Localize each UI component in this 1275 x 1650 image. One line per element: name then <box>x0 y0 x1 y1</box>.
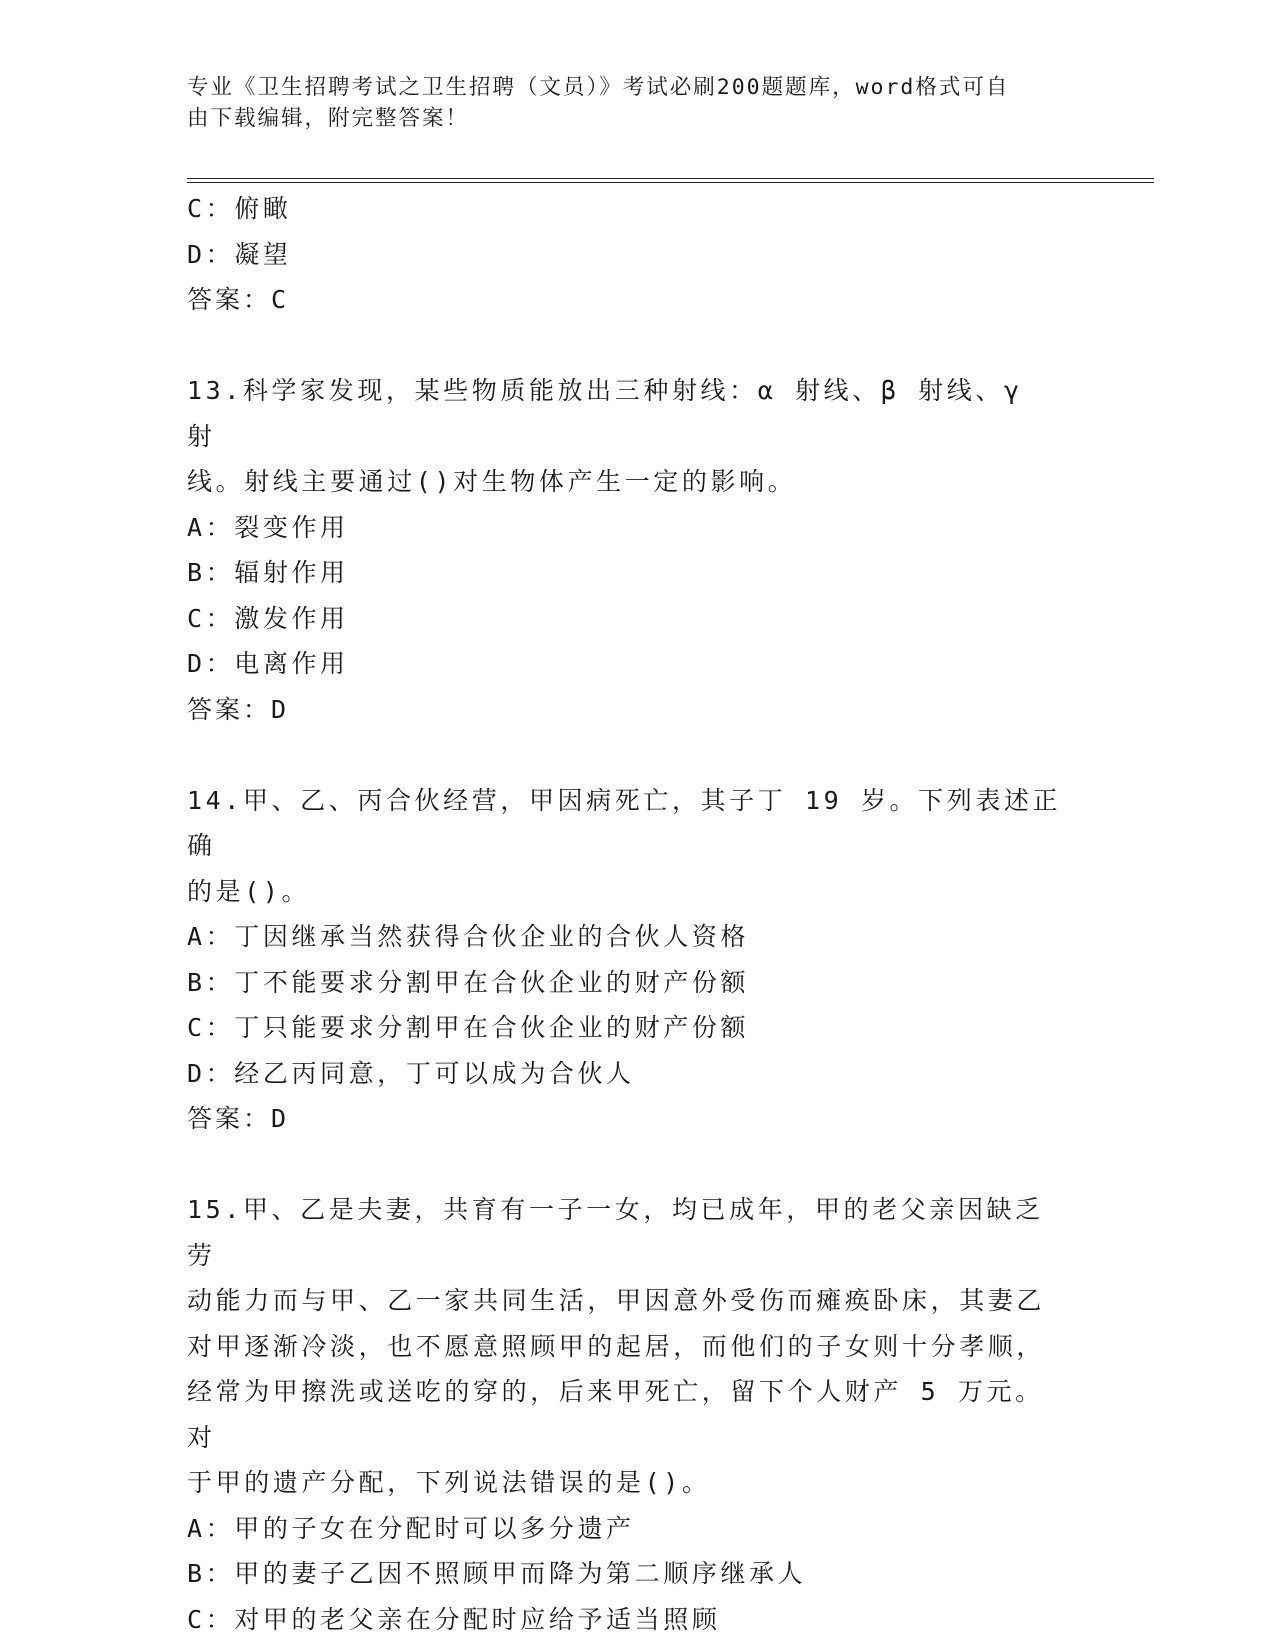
option-a: A：丁因继承当然获得合伙企业的合伙人资格 <box>187 922 750 951</box>
answer: 答案：C <box>187 285 290 314</box>
option-c: C：俯瞰 <box>187 194 292 223</box>
header-line-2: 由下载编辑，附完整答案！ <box>187 106 470 131</box>
header-line-1: 专业《卫生招聘考试之卫生招聘（文员）》考试必刷200题题库，word格式可自 <box>187 75 1010 100</box>
answer: 答案：D <box>187 1104 290 1133</box>
option-d: D：经乙丙同意，丁可以成为合伙人 <box>187 1058 635 1088</box>
question-14 <box>187 778 1067 1142</box>
question-text-line: 动能力而与甲、乙一家共同生活，甲因意外受伤而瘫痪卧床，其妻乙 <box>187 1286 1046 1315</box>
answer: 答案：D <box>187 694 290 724</box>
question-text-line: 14.甲、乙、丙合伙经营，甲因病死亡，其子丁 19 岁。下列表述正确 <box>187 785 1062 860</box>
option-b: B：丁不能要求分割甲在合伙企业的财产份额 <box>187 967 750 997</box>
spacer <box>187 1142 1067 1188</box>
header-divider-top <box>187 178 1154 179</box>
question-13 <box>187 368 1067 732</box>
question-text-line: 13.科学家发现，某些物质能放出三种射线：α 射线、β 射线、γ 射 <box>187 376 1023 451</box>
spacer <box>187 732 1067 778</box>
page-content <box>187 186 1067 1642</box>
header-divider-bottom <box>187 182 1154 183</box>
option-d: D：凝望 <box>187 239 292 269</box>
spacer <box>187 323 1067 369</box>
question-text-line: 的是()。 <box>187 876 311 906</box>
question-text-line: 对甲逐渐冷淡，也不愿意照顾甲的起居，而他们的子女则十分孝顺， <box>187 1331 1046 1361</box>
document-header <box>187 72 1067 134</box>
option-d: D：电离作用 <box>187 649 349 678</box>
option-a: A：裂变作用 <box>187 512 349 542</box>
question-15 <box>187 1187 1067 1642</box>
option-c: C：丁只能要求分割甲在合伙企业的财产份额 <box>187 1013 750 1042</box>
question-text-line: 15.甲、乙是夫妻，共育有一子一女，均已成年，甲的老父亲因缺乏劳 <box>187 1195 1044 1270</box>
option-b: B：甲的妻子乙因不照顾甲而降为第二顺序继承人 <box>187 1559 807 1588</box>
question-text-line: 于甲的遗产分配，下列说法错误的是()。 <box>187 1468 711 1497</box>
question-text-line: 线。射线主要通过()对生物体产生一定的影响。 <box>187 467 797 496</box>
question-text-line: 经常为甲擦洗或送吃的穿的，后来甲死亡，留下个人财产 5 万元。对 <box>187 1377 1044 1452</box>
option-c: C：激发作用 <box>187 603 349 633</box>
option-b: B：辐射作用 <box>187 558 349 587</box>
option-a: A：甲的子女在分配时可以多分遗产 <box>187 1513 635 1543</box>
option-c: C：对甲的老父亲在分配时应给予适当照顾 <box>187 1604 721 1634</box>
